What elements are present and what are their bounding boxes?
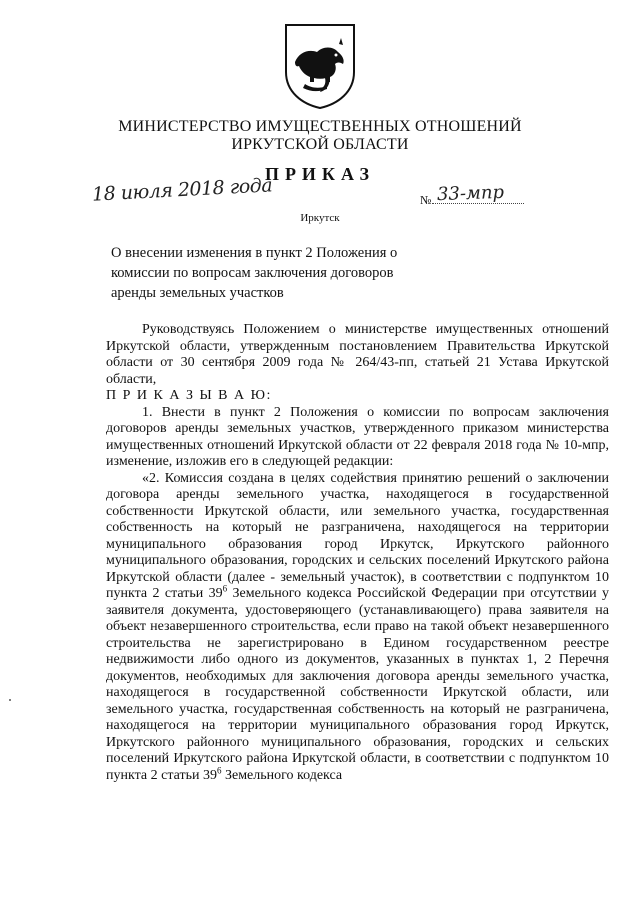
number-label: № [420, 193, 432, 207]
quoted-clause-paragraph [106, 471, 609, 785]
handwritten-date: 18 июля 2018 года [91, 174, 273, 206]
quote-text-part2: Земельного кодекса Российской Федерации при отсутствии у заявителя документа, удостоверяющего (устанавливающего) права заявителя на объект незавершенного строительства, если право на такой объект незавершенного строительства не зарегистрировано в Едином государственном реестре недвижимости либо одного из документов, указанных в пунктах 1, 2 Перечня документов, необходимых для заключения договора аренды земельного участка, находящегося в государственной собственности Иркутской области, или земельного участка, государственная собственность на который не разграничена, находящегося на территории муниципального образования город Иркутск, Иркутского районного муниципального образования, городских и сельских поселений Иркутского района Иркутской области, в соответствии с подпунктом 10 пункта 2 статьи 39 [106, 586, 609, 783]
order-body [106, 322, 609, 784]
directive-heading: П Р И К А З Ы В А Ю: [106, 388, 272, 403]
quote-text-part1: «2. Комиссия создана в целях содействия принятию решений о заключении договора аренды земельного участка, находящегося в государственной собственности Иркутской области, или земельного участка, государственная собственность на который не разграничена, находящегося на территории муниципального образования город Иркутск, Иркутского районного муниципального образования, городских и сельских поселений Иркутского района Иркутской области (далее - земельный участок), в соответствии с подпунктом 10 пункта 2 статьи 39 [106, 470, 609, 601]
ministry-name [0, 118, 640, 154]
order-title: ПРИКАЗ [264, 164, 376, 184]
ministry-name-line1: МИНИСТЕРСТВО ИМУЩЕСТВЕННЫХ ОТНОШЕНИЙ [118, 118, 522, 135]
ministry-name-line2: ИРКУТСКОЙ ОБЛАСТИ [231, 136, 409, 153]
handwritten-order-number: 33-мпр [436, 181, 505, 206]
preamble-paragraph: Руководствуясь Положением о министерстве имущественных отношений Иркутской области, утвержденным постановлением Правительства Иркутской области от 30 сентября 2009 года № 264/43-пп, статьей 21 Устава Иркутской области, [106, 322, 609, 387]
scan-speck [9, 699, 11, 701]
irkutsk-coat-of-arms-icon [283, 22, 357, 110]
superscript-1: 6 [222, 583, 228, 594]
superscript-2: 6 [216, 764, 222, 775]
city-name: Иркутск [300, 212, 340, 224]
quote-text-part3: Земельного кодекса [221, 767, 343, 783]
item-1-paragraph: 1. Внести в пункт 2 Положения о комиссии по вопросам заключения договоров аренды земельных участков, утвержденного приказом министерства имущественных отношений Иркутской области от 22 февраля 2018 года № 10-мпр, изменение, изложив его в следующей редакции: [106, 404, 609, 469]
order-subject: О внесении изменения в пункт 2 Положения о комиссии по вопросам заключения договоров аренды земельных участков [111, 245, 398, 301]
